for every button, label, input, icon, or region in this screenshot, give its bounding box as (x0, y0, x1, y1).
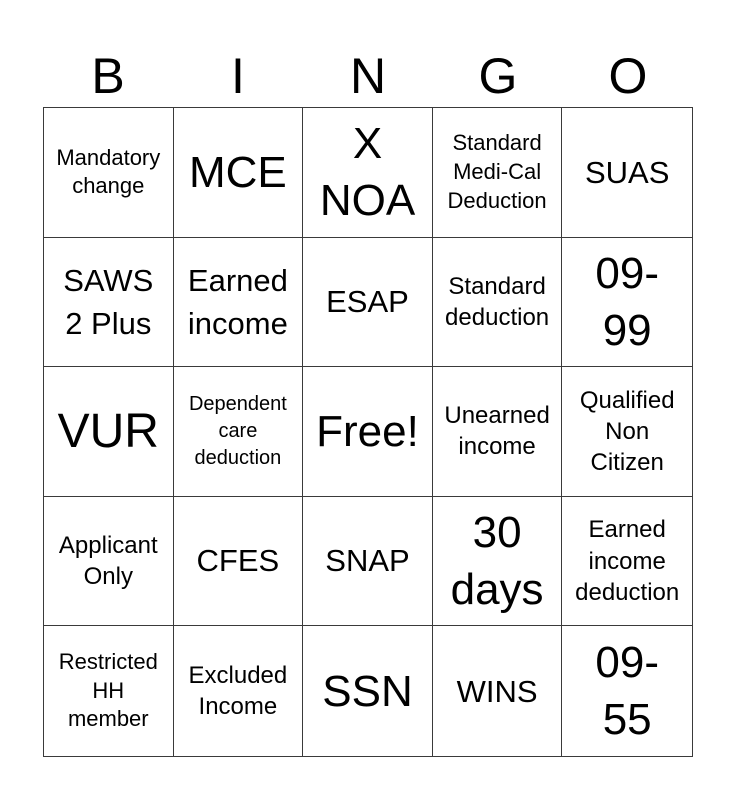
cell-text: VUR (57, 404, 159, 458)
bingo-cell[interactable] (44, 367, 174, 497)
cell-text: Excluded Income (188, 662, 288, 721)
free-space-label: Free! (316, 406, 419, 456)
header-letter-b: B (91, 48, 125, 104)
bingo-cell[interactable] (562, 108, 692, 238)
bingo-cell[interactable] (562, 367, 692, 497)
bingo-cell[interactable] (44, 108, 174, 238)
cell-text: Earned income (187, 262, 288, 341)
bingo-cell[interactable] (562, 626, 692, 756)
bingo-cell[interactable] (303, 626, 433, 756)
cell-text: SAWS 2 Plus (63, 262, 154, 341)
bingo-cell[interactable] (562, 497, 692, 627)
cell-text: ESAP (326, 284, 409, 320)
cell-text: Standard Medi-Cal Deduction (447, 130, 547, 213)
bingo-cell[interactable] (174, 108, 304, 238)
bingo-cell[interactable] (174, 497, 304, 627)
cell-text: SNAP (325, 543, 410, 579)
bingo-cell[interactable] (303, 108, 433, 238)
cell-text: Restricted HH member (58, 649, 158, 732)
cell-text: SSN (322, 666, 413, 716)
bingo-cell[interactable] (433, 108, 563, 238)
bingo-cell[interactable] (174, 238, 304, 368)
free-space[interactable] (303, 367, 433, 497)
cell-text: Dependent care deduction (188, 392, 287, 469)
bingo-board (43, 107, 693, 757)
cell-text: CFES (196, 543, 280, 579)
bingo-cell[interactable] (433, 367, 563, 497)
cell-text: Applicant Only (58, 531, 158, 591)
bingo-cell[interactable] (303, 238, 433, 368)
cell-text: Mandatory change (56, 144, 161, 199)
cell-text: Standard deduction (445, 272, 550, 331)
cell-text: X NOA (319, 119, 416, 226)
bingo-cell[interactable] (174, 626, 304, 756)
header-letter-g: G (478, 48, 518, 104)
bingo-cell[interactable] (44, 238, 174, 368)
bingo-cell[interactable] (303, 497, 433, 627)
bingo-cell[interactable] (562, 238, 692, 368)
bingo-cell[interactable] (44, 497, 174, 627)
cell-text: MCE (189, 147, 287, 197)
bingo-header (43, 44, 693, 108)
cell-text: 09- 99 (595, 248, 659, 355)
bingo-cell[interactable] (433, 626, 563, 756)
bingo-cell[interactable] (433, 497, 563, 627)
cell-text: Earned income deduction (575, 516, 680, 606)
header-letter-n: N (349, 48, 387, 104)
bingo-cell[interactable] (174, 367, 304, 497)
header-letter-i: I (231, 48, 245, 104)
bingo-cell[interactable] (44, 626, 174, 756)
cell-text: Unearned income (444, 402, 550, 461)
bingo-cell[interactable] (433, 238, 563, 368)
header-letter-o: O (608, 48, 648, 104)
cell-text: 09- 55 (595, 638, 659, 745)
cell-text: SUAS (584, 154, 670, 190)
cell-text: Qualified Non Citizen (579, 386, 675, 477)
cell-text: WINS (456, 673, 538, 709)
cell-text: 30 days (450, 507, 544, 615)
